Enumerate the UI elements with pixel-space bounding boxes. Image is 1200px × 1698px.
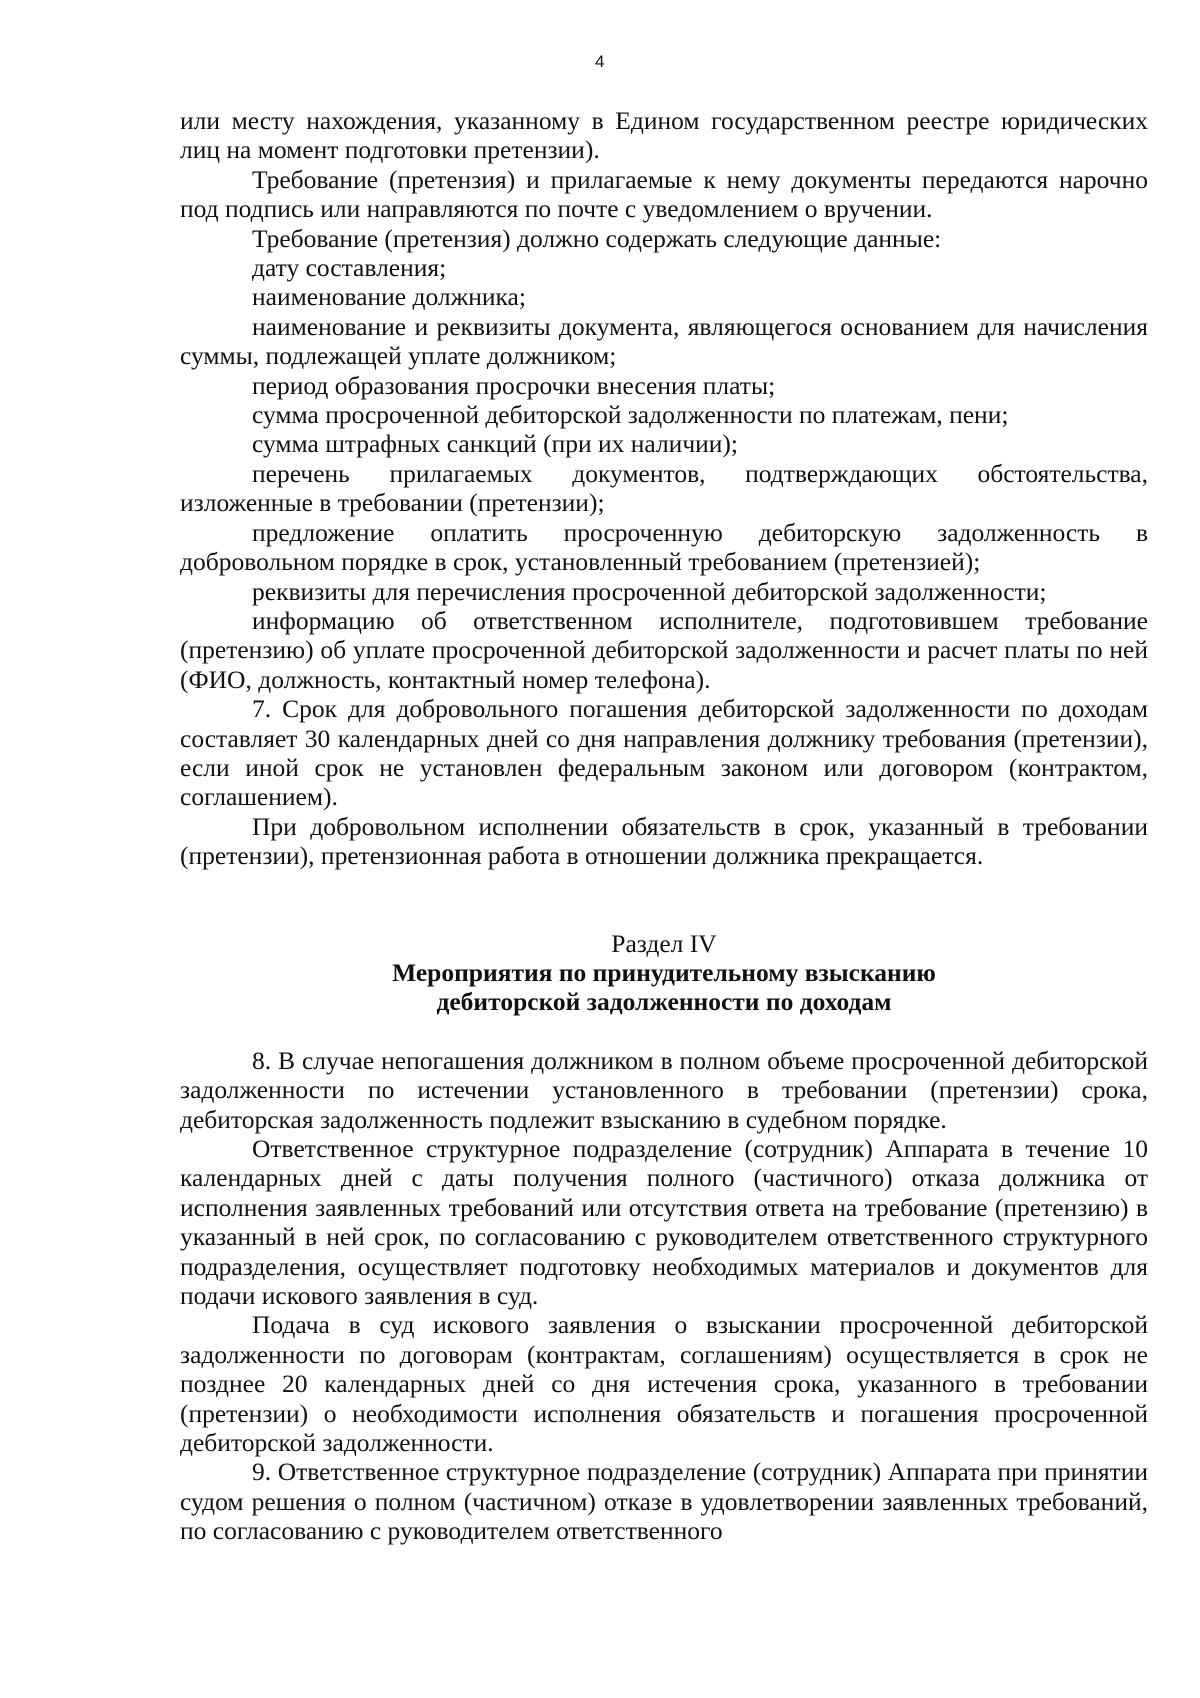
paragraph: дату составления;	[252, 253, 447, 283]
paragraph: сумма просроченной дебиторской задолженности по платежам, пени;	[252, 400, 1009, 430]
section-title-line-2-text: дебиторской задолженности по доходам	[436, 987, 892, 1017]
section-title-line-2	[180, 987, 1148, 1016]
paragraphs-before-section	[180, 106, 1148, 871]
paragraph: или месту нахождения, указанному в Едином государственном реестре юридических лиц на момент подготовки претензии).	[180, 106, 1148, 165]
section-spacer	[180, 871, 1148, 900]
paragraph: сумма штрафных санкций (при их наличии);	[252, 429, 739, 459]
section-title-line-1	[180, 958, 1148, 987]
paragraph: наименование и реквизиты документа, являющегося основанием для начисления суммы, подлежащей уплате должником;	[180, 311, 1148, 371]
paragraphs-after-section	[180, 1046, 1148, 1546]
section-label: Раздел IV	[611, 928, 717, 958]
paragraph: 9. Ответственное структурное подразделение (сотрудник) Аппарата при принятии судом решения о полном (частичном) отказе в удовлетворении заявленных требований, по согласованию с руководителем ответственного	[180, 1457, 1148, 1546]
paragraph: 7. Срок для добровольного погашения дебиторской задолженности по доходам составляет 30 календарных дней со дня направления должнику требования (претензии), если иной срок не установлен федеральным законом или договором (контрактом, соглашением).	[180, 694, 1148, 812]
paragraph: Требование (претензия) должно содержать следующие данные:	[252, 223, 942, 253]
paragraph: 8. В случае непогашения должником в полном объеме просроченной дебиторской задолженности по истечении установленного в требовании (претензии) срока, дебиторская задолженность подлежит взысканию в судебном порядке.	[180, 1045, 1148, 1134]
document-body	[180, 106, 1148, 1546]
section-spacer-after	[180, 1017, 1148, 1046]
paragraph: Ответственное структурное подразделение (сотрудник) Аппарата в течение 10 календарных дней с даты получения полного (частичного) отказа должника от исполнения заявленных требований или отсутствия ответа на требование (претензию) в указанный в ней срок, по согласованию с руководителем ответственного структурного подразделения, осуществляет подготовку необходимых материалов и документов для подачи искового заявления в суд.	[180, 1134, 1148, 1311]
paragraph: период образования просрочки внесения платы;	[252, 370, 776, 400]
paragraph: перечень прилагаемых документов, подтверждающих обстоятельства, изложенные в требовании (претензии);	[180, 458, 1148, 518]
page-number: 4	[595, 52, 605, 71]
paragraph: Подача в суд искового заявления о взыскании просроченной дебиторской задолженности по договорам (контрактам, соглашениям) осуществляется в срок не позднее 20 календарных дней со дня истечения срока, указанного в требовании (претензии) о необходимости исполнения обязательств и погашения просроченной дебиторской задолженности.	[180, 1310, 1148, 1458]
paragraph: Требование (претензия) и прилагаемые к нему документы передаются нарочно под подпись или направляются по почте с уведомлением о вручении.	[180, 164, 1148, 224]
paragraph: При добровольном исполнении обязательств в срок, указанный в требовании (претензии), претензионная работа в отношении должника прекращается.	[180, 811, 1148, 871]
paragraph: предложение оплатить просроченную дебиторскую задолженность в добровольном порядке в срок, установленный требованием (претензией);	[180, 517, 1148, 577]
section-title-line-1-text: Мероприятия по принудительному взысканию	[392, 957, 936, 987]
paragraph: информацию об ответственном исполнителе, подготовившем требование (претензию) об уплате просроченной дебиторской задолженности и расчет платы по ней (ФИО, должность, контактный номер телефона).	[180, 605, 1148, 694]
paragraph: реквизиты для перечисления просроченной дебиторской задолженности;	[252, 576, 1047, 606]
paragraph: наименование должника;	[252, 282, 526, 312]
